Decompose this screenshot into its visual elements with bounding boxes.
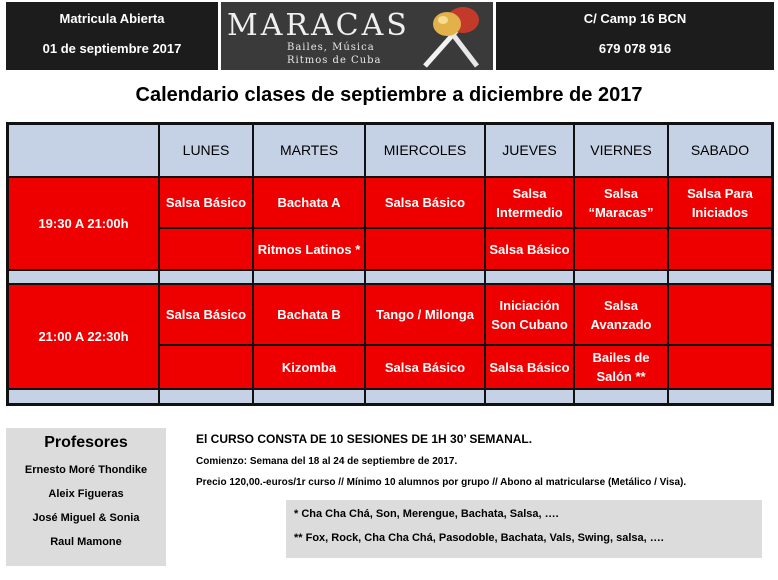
separator-cell: [254, 390, 364, 403]
class-cell: Ritmos Latinos *: [254, 229, 364, 269]
schedule-table: [6, 122, 774, 406]
class-cell: Salsa Para Iniciados: [669, 178, 771, 227]
class-cell: [366, 229, 484, 269]
class-cell: [160, 346, 252, 388]
phone-number: 679 078 916: [598, 41, 672, 56]
separator-cell: [366, 271, 484, 283]
class-cell: Bachata B: [254, 285, 364, 344]
class-cell: [669, 285, 771, 344]
note-ballroom: ** Fox, Rock, Cha Cha Chá, Pasodoble, Bachata, Vals, Swing, salsa, ….: [294, 532, 664, 544]
class-cell: Tango / Milonga: [366, 285, 484, 344]
day-header-viernes: VIERNES: [575, 125, 667, 176]
note-latin-rhythms: * Cha Cha Chá, Son, Merengue, Bachata, Salsa, ….: [294, 508, 559, 520]
class-cell: Bachata A: [254, 178, 364, 227]
day-header-jueves: JUEVES: [486, 125, 573, 176]
enrollment-status: Matricula Abierta: [59, 11, 165, 26]
day-header-lunes: LUNES: [160, 125, 252, 176]
class-cell: [669, 229, 771, 269]
page-title: Calendario clases de septiembre a diciembre de 2017: [135, 84, 643, 106]
teacher-name: Raul Mamone: [50, 536, 122, 548]
day-header-miercoles: MIERCOLES: [366, 125, 484, 176]
class-cell: Salsa Básico: [486, 346, 573, 388]
class-cell: [160, 229, 252, 269]
maracas-logo: [221, 2, 493, 70]
dance-styles-notes: [286, 500, 762, 558]
day-header-sabado: SABADO: [669, 125, 771, 176]
time-slot-2: 21:00 A 22:30h: [9, 285, 158, 388]
separator-cell: [669, 271, 771, 283]
header-corner-cell: [9, 125, 158, 176]
class-cell: [575, 229, 667, 269]
separator-cell: [486, 390, 573, 403]
separator-cell: [9, 271, 158, 283]
class-cell: Bailes de Salón **: [575, 346, 667, 388]
class-cell: Salsa Básico: [160, 178, 252, 227]
class-cell: Salsa Básico: [486, 229, 573, 269]
class-cell: Kizomba: [254, 346, 364, 388]
enrollment-banner: [6, 2, 218, 70]
course-sessions-info: El CURSO CONSTA DE 10 SESIONES DE 1H 30’ SEMANAL.: [196, 432, 533, 446]
separator-cell: [366, 390, 484, 403]
class-cell: Salsa Intermedio: [486, 178, 573, 227]
class-cell: Iniciación Son Cubano: [486, 285, 573, 344]
separator-cell: [160, 390, 252, 403]
teacher-name: Ernesto Moré Thondike: [24, 464, 148, 476]
separator-cell: [254, 271, 364, 283]
enrollment-date: 01 de septiembre 2017: [42, 41, 182, 56]
separator-cell: [575, 390, 667, 403]
class-cell: Salsa Básico: [366, 178, 484, 227]
separator-cell: [9, 390, 158, 403]
separator-cell: [575, 271, 667, 283]
time-slot-1: 19:30 A 21:00h: [9, 178, 158, 269]
teacher-name: Aleix Figueras: [48, 488, 124, 500]
class-cell: Salsa Básico: [366, 346, 484, 388]
logo-title: MARACAS: [227, 8, 410, 43]
logo-subtitle-2: Ritmos de Cuba: [287, 55, 382, 66]
class-cell: Salsa Básico: [160, 285, 252, 344]
separator-cell: [160, 271, 252, 283]
separator-cell: [486, 271, 573, 283]
day-header-martes: MARTES: [254, 125, 364, 176]
contact-banner: [496, 2, 774, 70]
class-cell: Salsa “Maracas”: [575, 178, 667, 227]
class-cell: Salsa Avanzado: [575, 285, 667, 344]
maracas-icon: [417, 2, 493, 70]
course-start-info: Comienzo: Semana del 18 al 24 de septiembre de 2017.: [196, 456, 458, 467]
course-price-info: Precio 120,00.-euros/1r curso // Mínimo 10 alumnos por grupo // Abono al matricularse (Metálico / Visa).: [196, 477, 687, 488]
separator-cell: [669, 390, 771, 403]
teachers-panel: [6, 428, 166, 566]
address: C/ Camp 16 BCN: [583, 11, 687, 26]
teacher-name: José Miguel & Sonia: [32, 512, 140, 524]
logo-subtitle-1: Bailes, Música: [287, 42, 375, 53]
class-cell: [669, 346, 771, 388]
teachers-title: Profesores: [44, 434, 128, 451]
